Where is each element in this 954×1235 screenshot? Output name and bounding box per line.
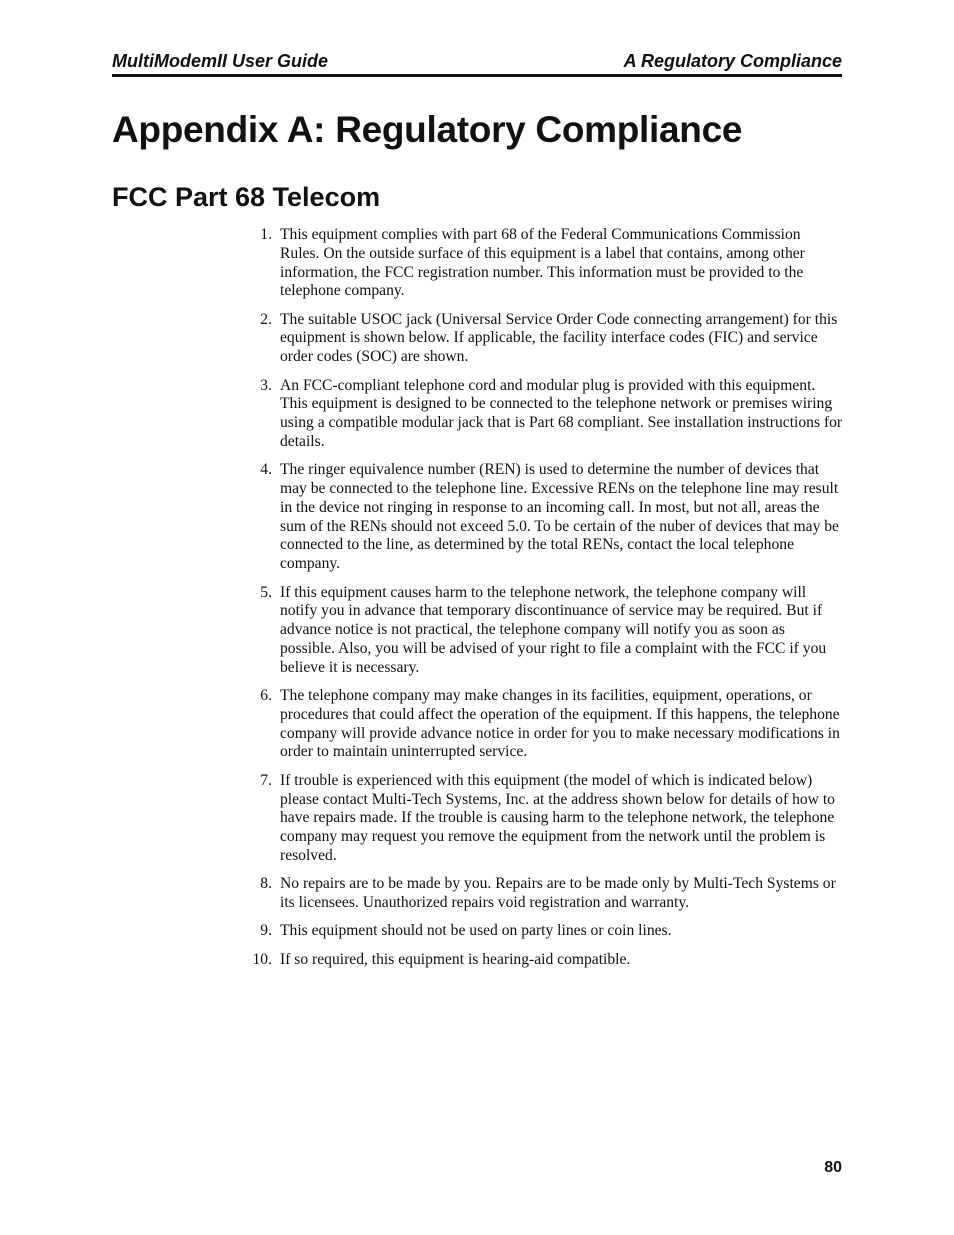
list-item-text: If this equipment causes harm to the telephone network, the telephone company will notify you in advance that temporary discontinuance of service may be required. But if advance notice is not practical, the telephone company will notify you as soon as possible. Also, you will be advised of your right to file a complaint with the FCC if you believe it is necessary. bbox=[280, 583, 827, 676]
header-document-title: MultiModemII User Guide bbox=[112, 51, 329, 71]
list-item bbox=[246, 687, 843, 762]
list-item-number: 9. bbox=[260, 922, 272, 940]
list-item-text: If so required, this equipment is hearing-aid compatible. bbox=[280, 950, 631, 968]
section-title: FCC Part 68 Telecom bbox=[112, 182, 381, 212]
list-item bbox=[246, 875, 843, 913]
list-item bbox=[246, 377, 843, 452]
list-item bbox=[246, 311, 843, 367]
list-item-text: If trouble is experienced with this equipment (the model of which is indicated below) please contact Multi-Tech Systems, Inc. at the address shown below for details of how to have repairs made. If the trouble is causing harm to the telephone network, the telephone company may request you remove the equipment from the network until the problem is resolved. bbox=[280, 771, 835, 864]
list-item bbox=[246, 584, 843, 678]
list-item-number: 2. bbox=[260, 310, 272, 328]
list-item-number: 5. bbox=[260, 583, 272, 601]
list-item bbox=[246, 951, 843, 970]
list-item bbox=[246, 772, 843, 866]
list-item-number: 8. bbox=[260, 875, 272, 893]
list-item-number: 10. bbox=[252, 950, 272, 968]
list-item-text: The suitable USOC jack (Universal Service Order Code connecting arrangement) for this equipment is shown below. If applicable, the facility interface codes (FIC) and service order codes (SOC) are shown. bbox=[280, 310, 838, 366]
page-number: 80 bbox=[824, 1159, 842, 1176]
list-item-number: 4. bbox=[260, 461, 272, 479]
list-item-number: 7. bbox=[260, 771, 272, 789]
fcc-rules-list bbox=[246, 226, 843, 979]
list-item-text: The telephone company may make changes in its facilities, equipment, operations, or procedures that could affect the operation of the equipment. If this happens, the telephone company will provide advance notice in order for you to make necessary modifications in order to maintain uninterrupted service. bbox=[280, 687, 840, 761]
list-item-number: 6. bbox=[260, 687, 272, 705]
list-item-text: This equipment should not be used on party lines or coin lines. bbox=[280, 922, 672, 940]
running-header bbox=[112, 49, 842, 73]
list-item-text: No repairs are to be made by you. Repairs are to be made only by Multi-Tech Systems or its licensees. Unauthorized repairs void registration and warranty. bbox=[280, 875, 836, 911]
appendix-title: Appendix A: Regulatory Compliance bbox=[112, 109, 743, 150]
list-item-number: 3. bbox=[260, 376, 272, 394]
list-item-text: An FCC-compliant telephone cord and modular plug is provided with this equipment. This equipment is designed to be connected to the telephone network or premises wiring using a compatible modular jack that is Part 68 compliant. See installation instructions for details. bbox=[280, 376, 843, 450]
list-item-text: This equipment complies with part 68 of the Federal Communications Commission Rules. On the outside surface of this equipment is a label that contains, among other information, the FCC registration number. This information must be provided to the telephone company. bbox=[280, 226, 805, 300]
list-item bbox=[246, 461, 843, 574]
list-item bbox=[246, 226, 843, 301]
list-item bbox=[246, 922, 843, 941]
header-rule bbox=[112, 74, 842, 77]
header-chapter-title: A Regulatory Compliance bbox=[623, 51, 842, 71]
list-item-text: The ringer equivalence number (REN) is used to determine the number of devices that may be connected to the telephone line. Excessive RENs on the telephone line may result in the device not ringing in response to an incoming call. In most, but not all, areas the sum of the RENs should not exceed 5.0. To be certain of the nuber of devices that may be connected to the line, as determined by the total RENs, contact the local telephone company. bbox=[280, 461, 839, 573]
list-item-number: 1. bbox=[260, 226, 272, 243]
